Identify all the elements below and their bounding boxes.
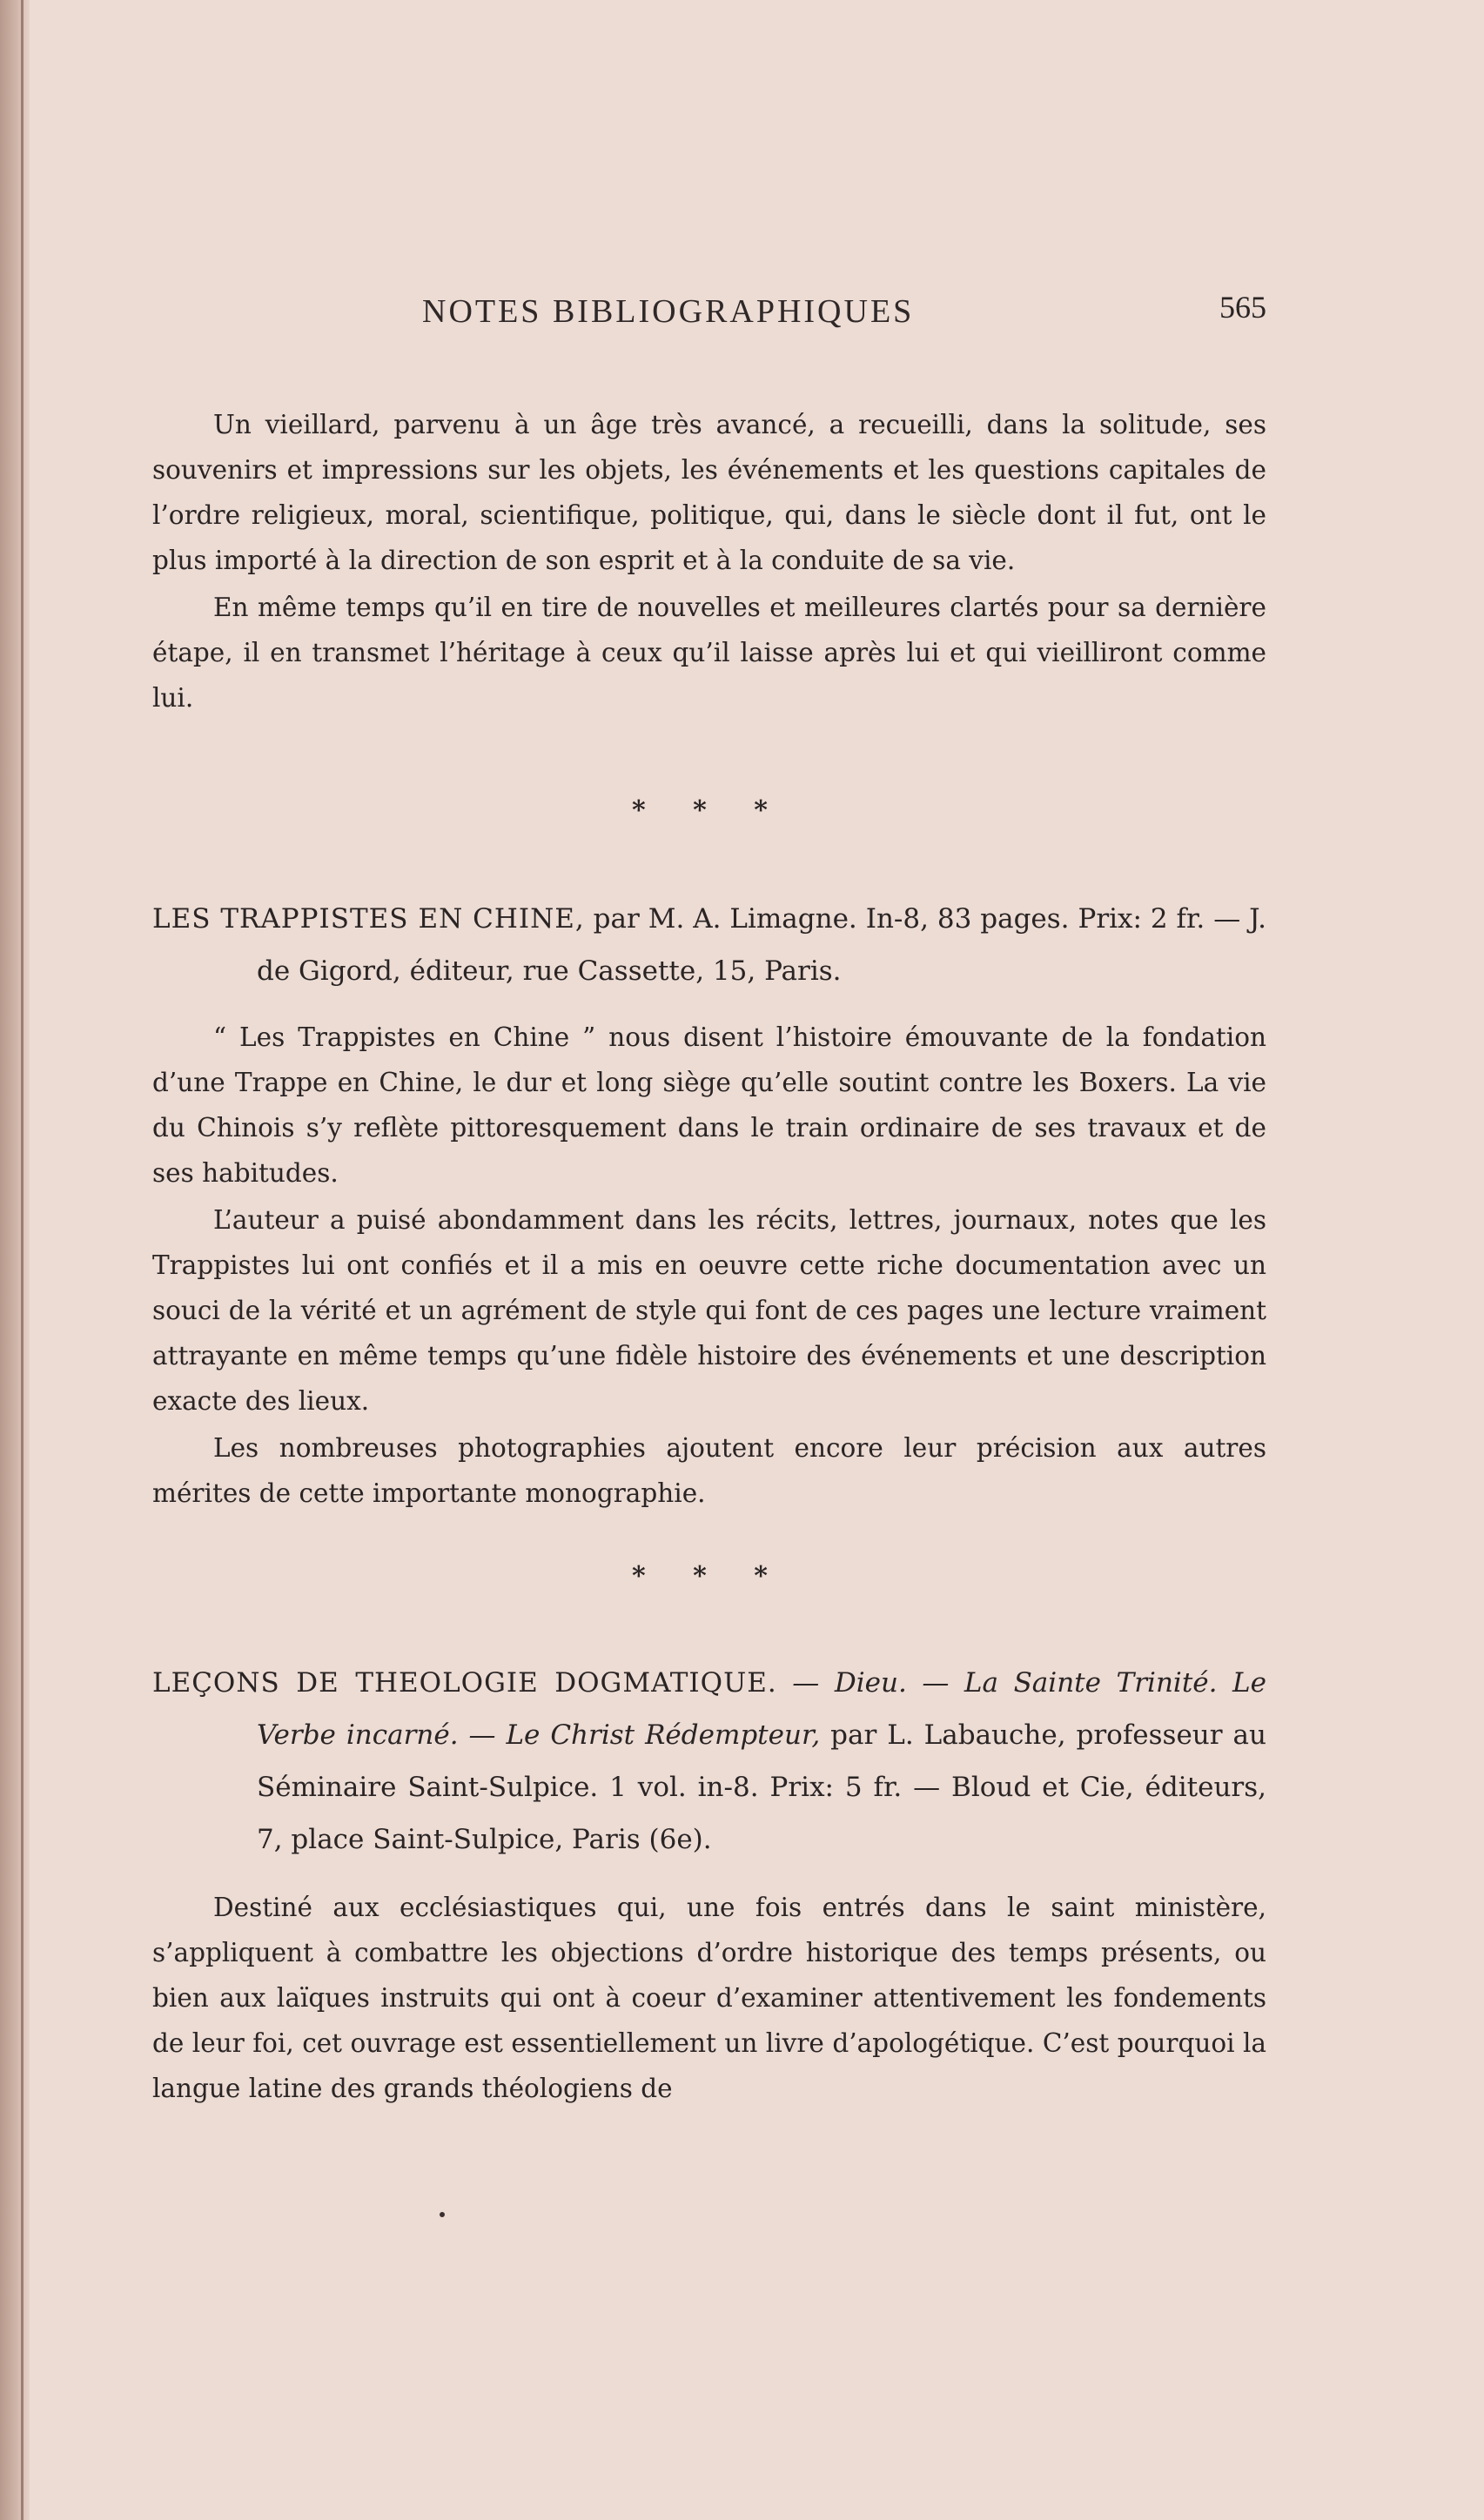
entry-title-caps: LES TRAPPISTES EN CHINE, — [152, 903, 585, 935]
entry-title — [152, 1657, 1266, 1866]
section-separator: * * * — [632, 795, 787, 826]
entry-title-caps: LEÇONS DE THEOLOGIE DOGMATIQUE. — [152, 1667, 777, 1699]
section-separator: * * * — [632, 1561, 787, 1592]
intro-paragraph: En même temps qu’il en tire de nouvelles et meilleures clartés pour sa dernière étape, il en transmet l’héritage à ceux qu’il laisse après lui et qui vieilliront comme lui. — [152, 593, 1266, 713]
entry-paragraph: “ Les Trappistes en Chine ” nous disent l’histoire émouvante de la fondation d’une Trappe en Chine, le dur et long siège qu’elle soutint contre les Boxers. La vie du Chinois s’y reflète pittoresquement dans le train ordinaire de ses travaux et de ses habitudes. — [152, 1022, 1266, 1188]
entry-title-rest: par L. Labauche, professeur au Séminaire Saint-Sulpice. 1 vol. in-8. Prix: 5 fr. — Bloud et Cie, éditeurs, 7, place Saint-Sulpice, Paris (6e). — [257, 1719, 1266, 1855]
entry-paragraph: Les nombreuses photographies ajoutent encore leur précision aux autres mérites de cette importante monographie. — [152, 1433, 1266, 1508]
book-binding-edge — [0, 0, 30, 2520]
binding-crease — [21, 0, 24, 2520]
intro-paragraph: Un vieillard, parvenu à un âge très avancé, a recueilli, dans la solitude, ses souvenirs et impressions sur les objets, les événements et les questions capitales de l’ordre religieux, moral, scientifique, politique, qui, dans le siècle dont il fut, ont le plus importé à la direction de son esprit et à la conduite de sa vie. — [152, 410, 1266, 575]
running-title: NOTES BIBLIOGRAPHIQUES — [422, 293, 915, 330]
entry-theologie — [152, 1657, 1266, 2111]
paper-speck — [440, 2212, 445, 2217]
intro-section — [152, 402, 1266, 720]
entry-paragraph: L’auteur a puisé abondamment dans les récits, lettres, journaux, notes que les Trappistes lui ont confiés et il a mis en oeuvre cette riche documentation avec un souci de la vérité et un agrément de style qui font de ces pages une lecture vraiment attrayante en même temps qu’une fidèle histoire des événements et une description exacte des lieux. — [152, 1205, 1266, 1416]
entry-paragraph: Destiné aux ecclésiastiques qui, une fois entrés dans le saint ministère, s’appliquent à combattre les objections d’ordre historique des temps présents, ou bien aux laïques instruits qui ont à coeur d’examiner attentivement les fondements de leur foi, cet ouvrage est essentiellement un livre d’apologétique. C’est pourquoi la langue latine des grands théologiens de — [152, 1893, 1266, 2103]
entry-trappistes — [152, 893, 1266, 1516]
entry-title-italic: — Dieu. — La Sainte Trinité. Le Verbe incarné. — Le Christ Rédempteur, — [257, 1667, 1266, 1751]
entry-title-rest: par M. A. Limagne. In-8, 83 pages. Prix: 2 fr. — J. de Gigord, éditeur, rue Cassette, 15, Paris. — [257, 903, 1266, 987]
entry-title — [152, 893, 1266, 997]
page-number: 565 — [1219, 290, 1266, 325]
running-head — [152, 292, 1266, 345]
